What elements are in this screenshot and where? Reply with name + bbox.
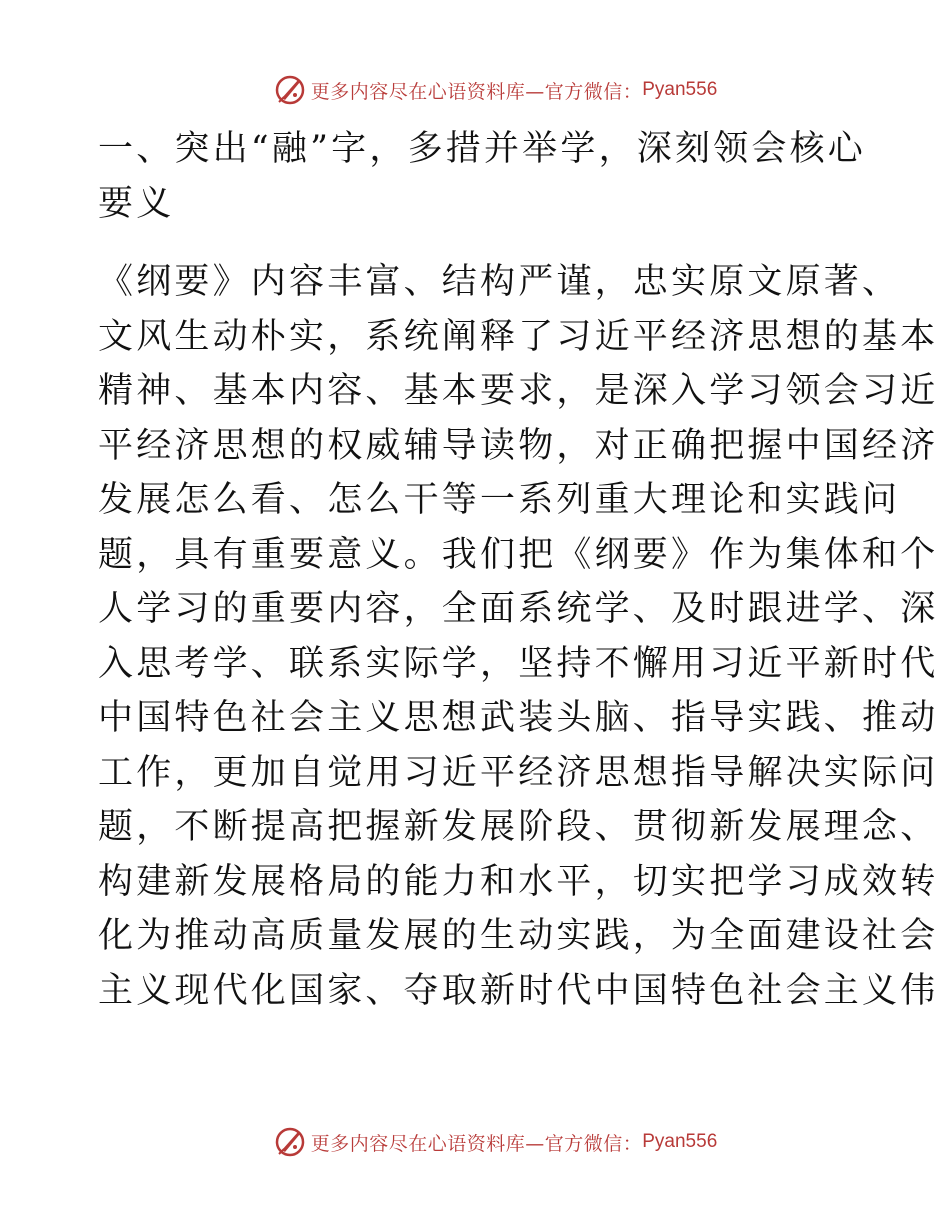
- footer-watermark: [0, 1122, 950, 1162]
- paragraph-line: 题，不断提高把握新发展阶段、贯彻新发展理念、: [98, 807, 939, 847]
- header-watermark-content: [273, 73, 718, 107]
- paragraph-line: 化为推动高质量发展的生动实践，为全面建设社会: [98, 916, 939, 956]
- section-heading: [98, 122, 866, 231]
- paragraph-line: 构建新发展格局的能力和水平，切实把学习成效转: [98, 861, 939, 902]
- paragraph-line: 题，具有重要意义。我们把《纲要》作为集体和个: [98, 534, 939, 575]
- quill-pen-logo-icon: [273, 73, 307, 107]
- paragraph-line: 发展怎么看、怎么干等一系列重大理论和实践问: [98, 480, 901, 520]
- paragraph-line: 《纲要》内容丰富、结构严谨，忠实原文原著、: [98, 262, 901, 302]
- paragraph-line: 平经济思想的权威辅导读物，对正确把握中国经济: [98, 425, 939, 466]
- paragraph-line: 文风生动朴实，系统阐释了习近平经济思想的基本: [98, 316, 939, 357]
- paragraph-line: 入思考学、联系实际学，坚持不懈用习近平新时代: [98, 643, 939, 684]
- quill-pen-logo-icon: [273, 1125, 307, 1159]
- paragraph-line: 主义现代化国家、夺取新时代中国特色社会主义伟: [98, 970, 939, 1011]
- watermark-text: 更多内容尽在心语资料库—官方微信：: [310, 1132, 643, 1155]
- paragraph-line: 人学习的重要内容，全面系统学、及时跟进学、深: [98, 589, 939, 629]
- footer-watermark-content: [273, 1125, 718, 1159]
- watermark-wechat-id: Pyan556: [642, 79, 718, 100]
- heading-line: 一、突出“融”字，多措并举学，深刻领会核心: [98, 129, 866, 169]
- watermark-wechat-id: Pyan556: [642, 1131, 718, 1152]
- body-paragraph: [98, 255, 939, 1018]
- paragraph-line: 中国特色社会主义思想武装头脑、指导实践、推动: [98, 698, 939, 738]
- heading-line: 要义: [98, 183, 175, 224]
- paragraph-line: 工作，更加自觉用习近平经济思想指导解决实际问: [98, 752, 939, 793]
- header-watermark: [0, 70, 950, 110]
- paragraph-line: 精神、基本内容、基本要求，是深入学习领会习近: [98, 371, 939, 411]
- watermark-text: 更多内容尽在心语资料库—官方微信：: [310, 80, 643, 103]
